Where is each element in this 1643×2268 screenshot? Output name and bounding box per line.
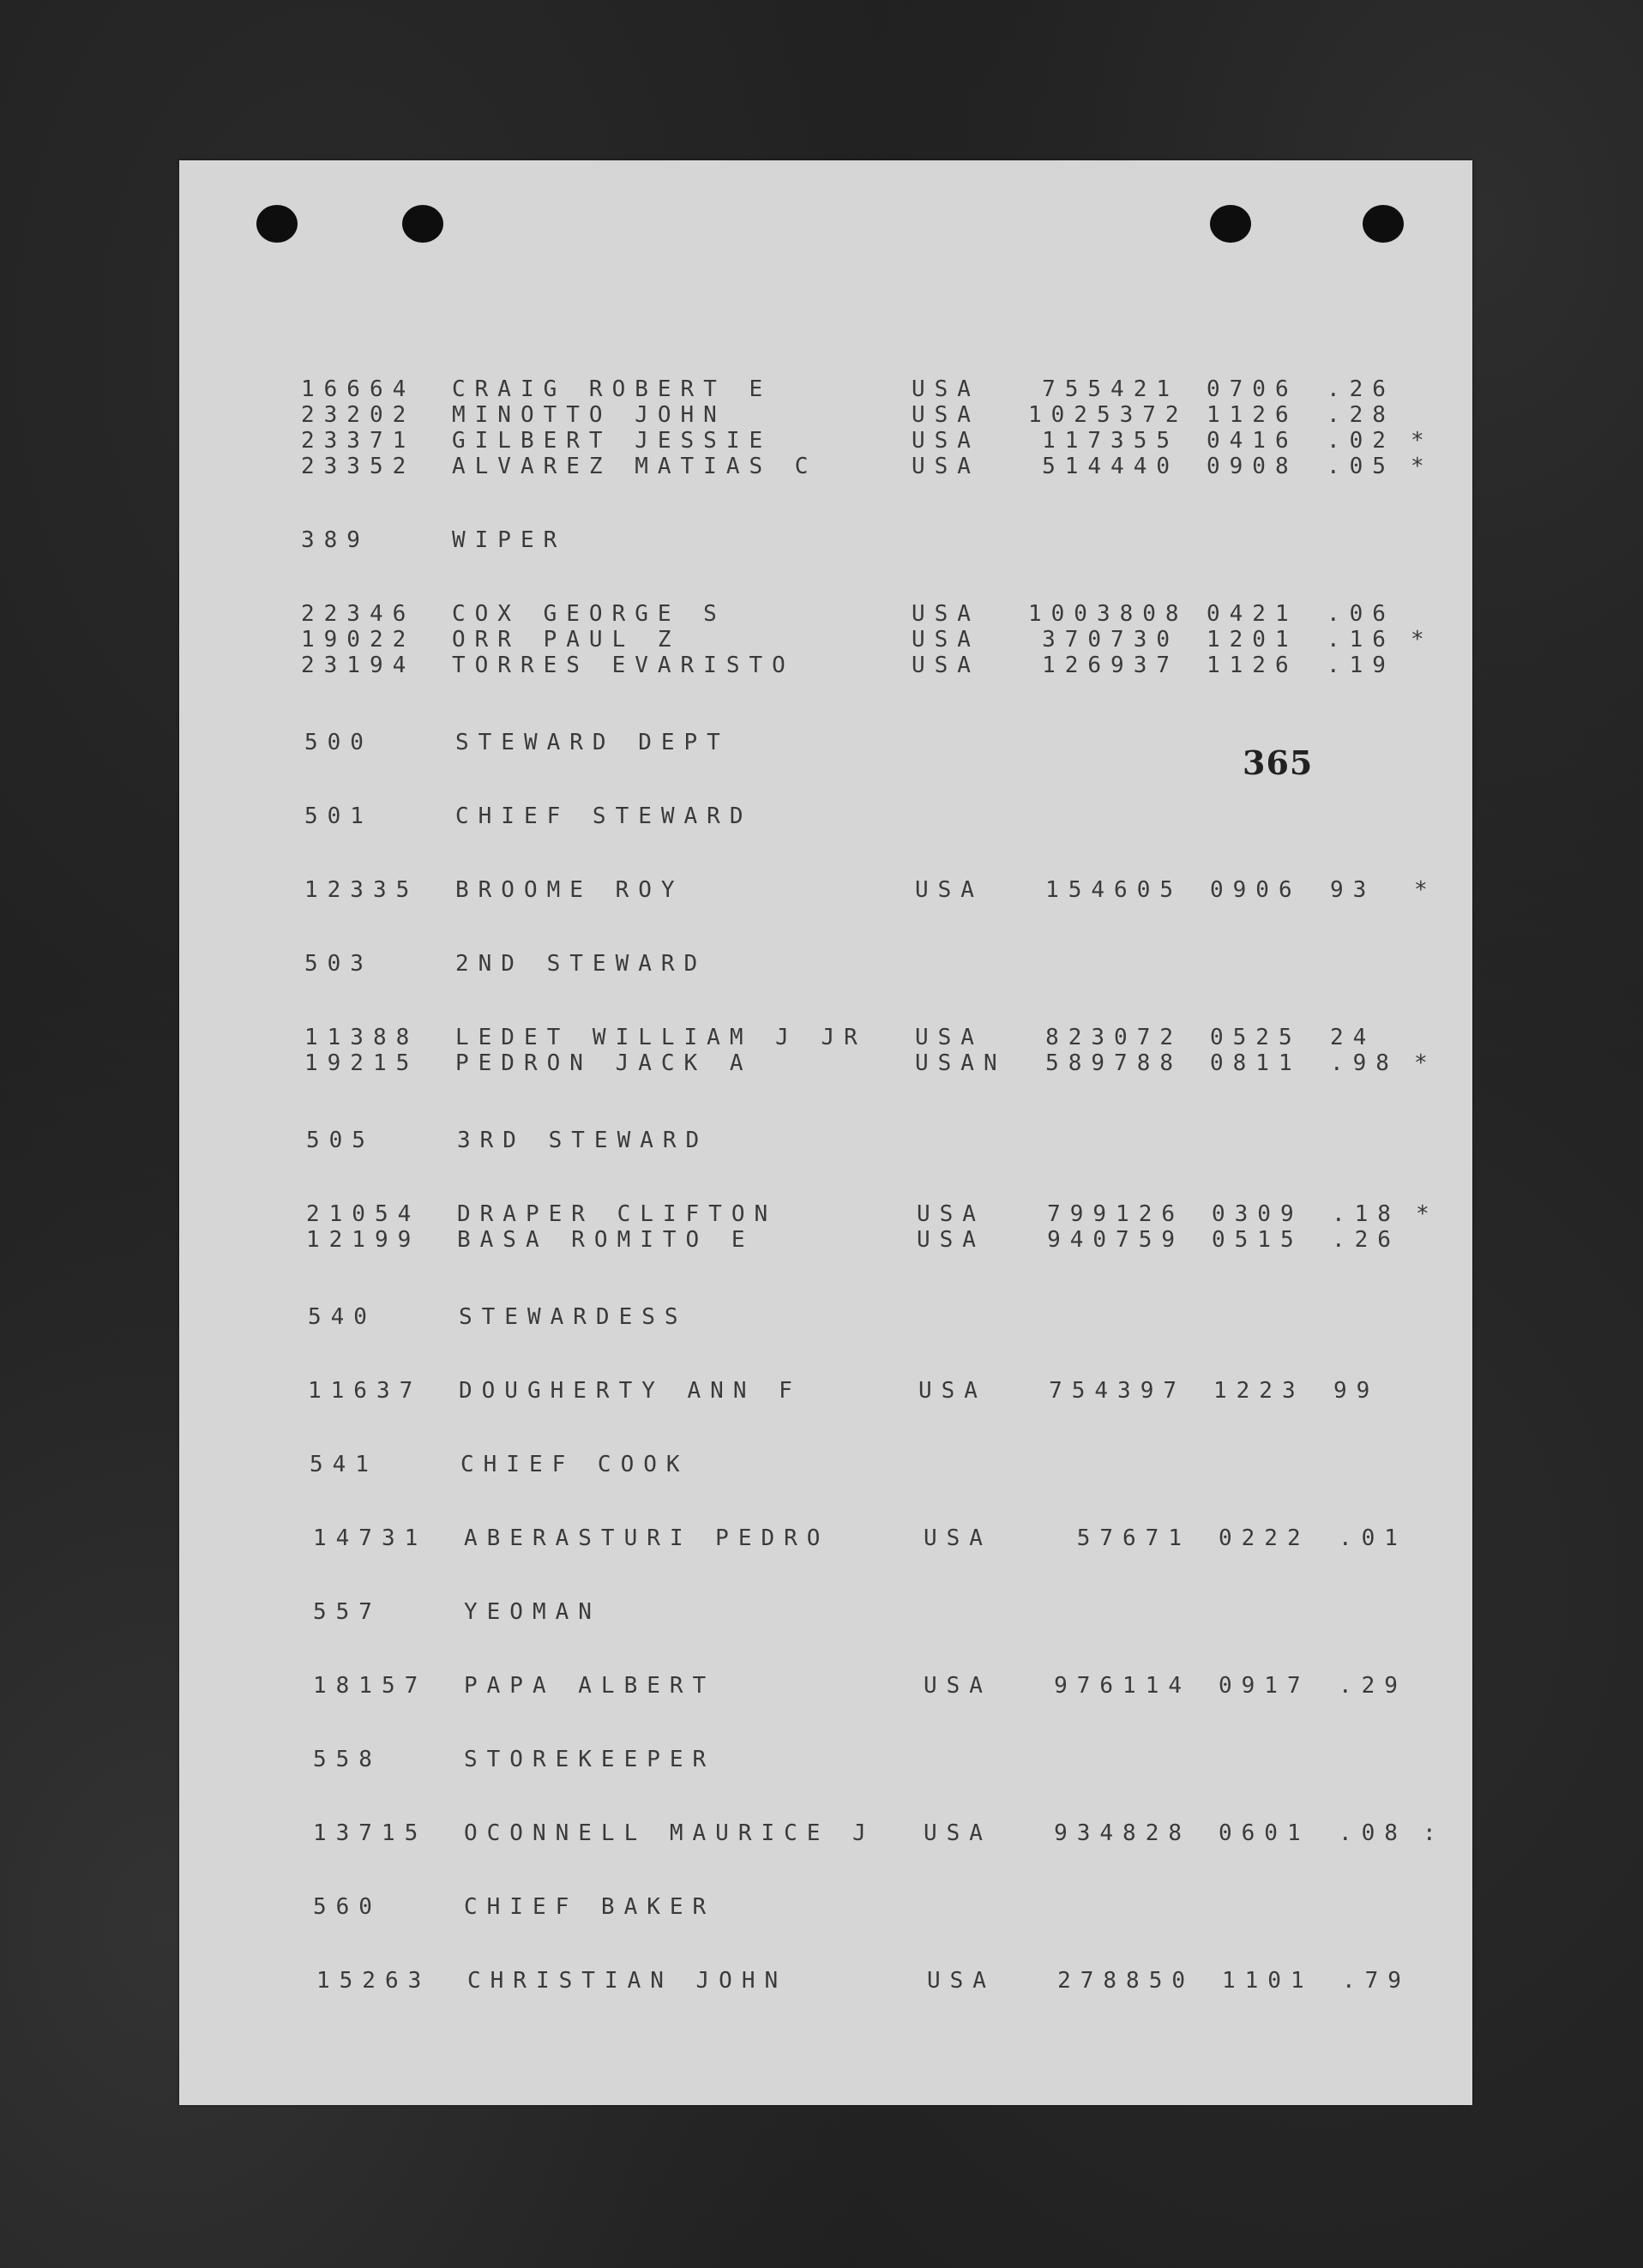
crew-nationality: USA xyxy=(912,376,980,402)
crew-code: 23202 xyxy=(301,402,416,428)
section-title: YEOMAN xyxy=(464,1599,601,1625)
section-code: 558 xyxy=(313,1747,382,1772)
crew-code: 16664 xyxy=(301,376,416,402)
crew-name: OCONNELL MAURICE J xyxy=(464,1820,876,1846)
crew-nationality: USA xyxy=(912,601,980,627)
crew-number: 57671 xyxy=(1076,1525,1191,1551)
crew-name: GILBERT JESSIE xyxy=(452,428,773,454)
crew-amount: .16 xyxy=(1327,627,1395,653)
crew-name: ORR PAUL Z xyxy=(452,627,681,653)
crew-nationality: USA xyxy=(915,1025,984,1050)
crew-date: 1223 xyxy=(1213,1378,1305,1404)
crew-date: 0309 xyxy=(1212,1201,1303,1227)
crew-nationality: USA xyxy=(924,1673,992,1699)
crew-number: 154605 xyxy=(1045,877,1183,903)
crew-name: ALVAREZ MATIAS C xyxy=(452,454,818,479)
crew-name: MINOTTO JOHN xyxy=(452,402,726,428)
crew-date: 0222 xyxy=(1219,1525,1310,1551)
crew-nationality: USA xyxy=(912,653,980,678)
crew-nationality: USA xyxy=(912,627,980,653)
crew-flag: * xyxy=(1411,454,1424,479)
crew-date: 0601 xyxy=(1219,1820,1310,1846)
crew-nationality: USA xyxy=(918,1378,987,1404)
crew-code: 23352 xyxy=(301,454,416,479)
crew-name: TORRES EVARISTO xyxy=(452,653,795,678)
section-title: STEWARDESS xyxy=(459,1304,688,1330)
section-title: CHIEF COOK xyxy=(460,1452,689,1477)
section-title: 3RD STEWARD xyxy=(457,1128,709,1153)
crew-amount: .26 xyxy=(1327,376,1395,402)
crew-amount: .28 xyxy=(1327,402,1395,428)
crew-date: 0416 xyxy=(1207,428,1298,454)
crew-name: PEDRON JACK A xyxy=(455,1050,753,1076)
crew-flag: * xyxy=(1414,877,1428,903)
crew-number: 126937 xyxy=(1042,653,1179,678)
crew-amount: .08 xyxy=(1339,1820,1407,1846)
section-title: STOREKEEPER xyxy=(464,1747,716,1772)
section-title: CHIEF BAKER xyxy=(464,1894,716,1920)
crew-number: 823072 xyxy=(1045,1025,1183,1050)
crew-amount: .19 xyxy=(1327,653,1395,678)
crew-name: BASA ROMITO E xyxy=(457,1227,755,1253)
crew-nationality: USA xyxy=(927,1968,996,1994)
crew-date: 1126 xyxy=(1207,653,1298,678)
crew-code: 14731 xyxy=(313,1525,428,1551)
crew-nationality: USA xyxy=(917,1201,985,1227)
crew-nationality: USA xyxy=(924,1820,992,1846)
crew-amount: .79 xyxy=(1342,1968,1411,1994)
section-code: 540 xyxy=(308,1304,376,1330)
crew-amount: 24 xyxy=(1330,1025,1376,1050)
crew-date: 0525 xyxy=(1210,1025,1302,1050)
section-code: 560 xyxy=(313,1894,382,1920)
crew-amount: .29 xyxy=(1339,1673,1407,1699)
section-title: WIPER xyxy=(452,527,567,553)
crew-flag: * xyxy=(1414,1050,1428,1076)
section-code: 505 xyxy=(306,1128,375,1153)
crew-number: 940759 xyxy=(1047,1227,1184,1253)
crew-name: BROOME ROY xyxy=(455,877,684,903)
crew-amount: .02 xyxy=(1327,428,1395,454)
crew-code: 19022 xyxy=(301,627,416,653)
crew-date: 1101 xyxy=(1222,1968,1314,1994)
section-code: 389 xyxy=(301,527,370,553)
section-code: 500 xyxy=(304,730,373,755)
crew-name: LEDET WILLIAM J JR xyxy=(455,1025,867,1050)
crew-code: 11637 xyxy=(308,1378,423,1404)
section-code: 557 xyxy=(313,1599,382,1625)
crew-number: 754397 xyxy=(1049,1378,1186,1404)
crew-code: 12335 xyxy=(304,877,419,903)
crew-nationality: USA xyxy=(924,1525,992,1551)
punch-hole xyxy=(402,205,443,243)
crew-number: 976114 xyxy=(1054,1673,1191,1699)
crew-number: 370730 xyxy=(1042,627,1179,653)
punch-hole xyxy=(1210,205,1251,243)
crew-amount: .05 xyxy=(1327,454,1395,479)
crew-nationality: USA xyxy=(917,1227,985,1253)
crew-code: 19215 xyxy=(304,1050,419,1076)
crew-date: 0811 xyxy=(1210,1050,1302,1076)
crew-code: 12199 xyxy=(306,1227,421,1253)
crew-number: 1003808 xyxy=(1028,601,1189,627)
crew-date: 0706 xyxy=(1207,376,1298,402)
crew-name: PAPA ALBERT xyxy=(464,1673,716,1699)
crew-flag: * xyxy=(1411,627,1424,653)
crew-flag: : xyxy=(1423,1820,1436,1846)
crew-date: 0908 xyxy=(1207,454,1298,479)
crew-code: 22346 xyxy=(301,601,416,627)
section-title: CHIEF STEWARD xyxy=(455,803,753,829)
crew-code: 11388 xyxy=(304,1025,419,1050)
crew-date: 0515 xyxy=(1212,1227,1303,1253)
crew-amount: .01 xyxy=(1339,1525,1407,1551)
crew-amount: .26 xyxy=(1332,1227,1400,1253)
punch-hole xyxy=(1363,205,1404,243)
crew-name: COX GEORGE S xyxy=(452,601,726,627)
crew-code: 13715 xyxy=(313,1820,428,1846)
crew-number: 934828 xyxy=(1054,1820,1191,1846)
section-code: 501 xyxy=(304,803,373,829)
crew-nationality: USAN xyxy=(915,1050,1007,1076)
crew-amount: 93 xyxy=(1330,877,1376,903)
crew-name: ABERASTURI PEDRO xyxy=(464,1525,830,1551)
crew-amount: .98 xyxy=(1330,1050,1399,1076)
crew-flag: * xyxy=(1416,1201,1429,1227)
crew-name: DRAPER CLIFTON xyxy=(457,1201,778,1227)
section-code: 541 xyxy=(310,1452,378,1477)
crew-amount: .06 xyxy=(1327,601,1395,627)
punch-hole xyxy=(256,205,298,243)
crew-number: 117355 xyxy=(1042,428,1179,454)
crew-date: 0906 xyxy=(1210,877,1302,903)
crew-code: 18157 xyxy=(313,1673,428,1699)
crew-date: 0421 xyxy=(1207,601,1298,627)
crew-date: 1126 xyxy=(1207,402,1298,428)
crew-flag: * xyxy=(1411,428,1424,454)
crew-name: CRAIG ROBERT E xyxy=(452,376,773,402)
crew-number: 514440 xyxy=(1042,454,1179,479)
crew-date: 0917 xyxy=(1219,1673,1310,1699)
page-number: 365 xyxy=(1243,743,1314,782)
crew-nationality: USA xyxy=(912,428,980,454)
crew-code: 23194 xyxy=(301,653,416,678)
crew-date: 1201 xyxy=(1207,627,1298,653)
crew-code: 15263 xyxy=(316,1968,431,1994)
crew-code: 21054 xyxy=(306,1201,421,1227)
crew-number: 589788 xyxy=(1045,1050,1183,1076)
section-code: 503 xyxy=(304,951,373,977)
crew-nationality: USA xyxy=(915,877,984,903)
section-title: 2ND STEWARD xyxy=(455,951,707,977)
section-title: STEWARD DEPT xyxy=(455,730,730,755)
crew-number: 799126 xyxy=(1047,1201,1184,1227)
document-page xyxy=(179,160,1472,2105)
crew-amount: .18 xyxy=(1332,1201,1400,1227)
crew-nationality: USA xyxy=(912,454,980,479)
crew-name: DOUGHERTY ANN F xyxy=(459,1378,802,1404)
crew-number: 278850 xyxy=(1057,1968,1195,1994)
crew-amount: 99 xyxy=(1333,1378,1380,1404)
crew-code: 23371 xyxy=(301,428,416,454)
crew-nationality: USA xyxy=(912,402,980,428)
crew-number: 755421 xyxy=(1042,376,1179,402)
crew-name: CHRISTIAN JOHN xyxy=(467,1968,788,1994)
crew-number: 1025372 xyxy=(1028,402,1189,428)
